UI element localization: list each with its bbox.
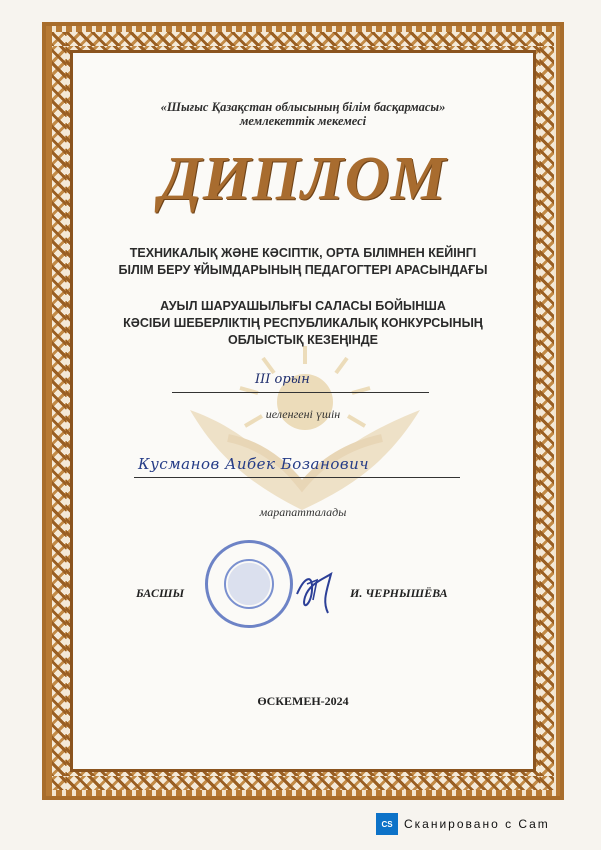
awarded-label: марапатталады [259,505,347,519]
camscanner-logo-icon: CS [376,813,398,835]
scanner-watermark [376,810,601,838]
awardee-line [134,477,460,478]
competition-heading-1: ТЕХНИКАЛЫҚ ЖӘНЕ КӘСІПТІК, ОРТА БІЛІМНЕН КЕЙІНГІ БІЛІМ БЕРУ ҰЙЫМДАРЫНЫҢ ПЕДАГОГТЕРІ АРАСЫНДАҒЫ [118,246,488,277]
official-stamp-icon [205,540,293,628]
place-value: III орын [255,372,310,387]
signature-icon [293,566,338,618]
earned-for-label: иеленгені үшін [265,407,341,421]
scanner-label: Сканировано с Cam [404,817,550,831]
city-year: ӨСКЕМЕН-2024 [257,694,349,708]
place-line [172,392,429,393]
competition-heading-2: АУЫЛ ШАРУАШЫЛЫҒЫ САЛАСЫ БОЙЫНША КӘСІБИ ШЕБЕРЛІКТІҢ РЕСПУБЛИКАЛЫҚ КОНКУРСЫНЫҢ ОБЛЫСТЫҚ КЕЗЕҢІНДЕ [123,299,483,347]
organization-name: «Шығыс Қазақстан облысының білім басқармасы» мемлекеттік мекемесі [160,100,446,128]
stamp-center-icon [224,559,274,609]
head-name: И. ЧЕРНЫШЁВА [350,586,448,600]
kazakhstan-emblem-icon [170,340,440,530]
head-label: БАСШЫ [136,586,185,600]
awardee-name: Кусманов Аибек Бозанович [138,455,370,473]
diploma-title: ДИПЛОМ [159,145,447,213]
